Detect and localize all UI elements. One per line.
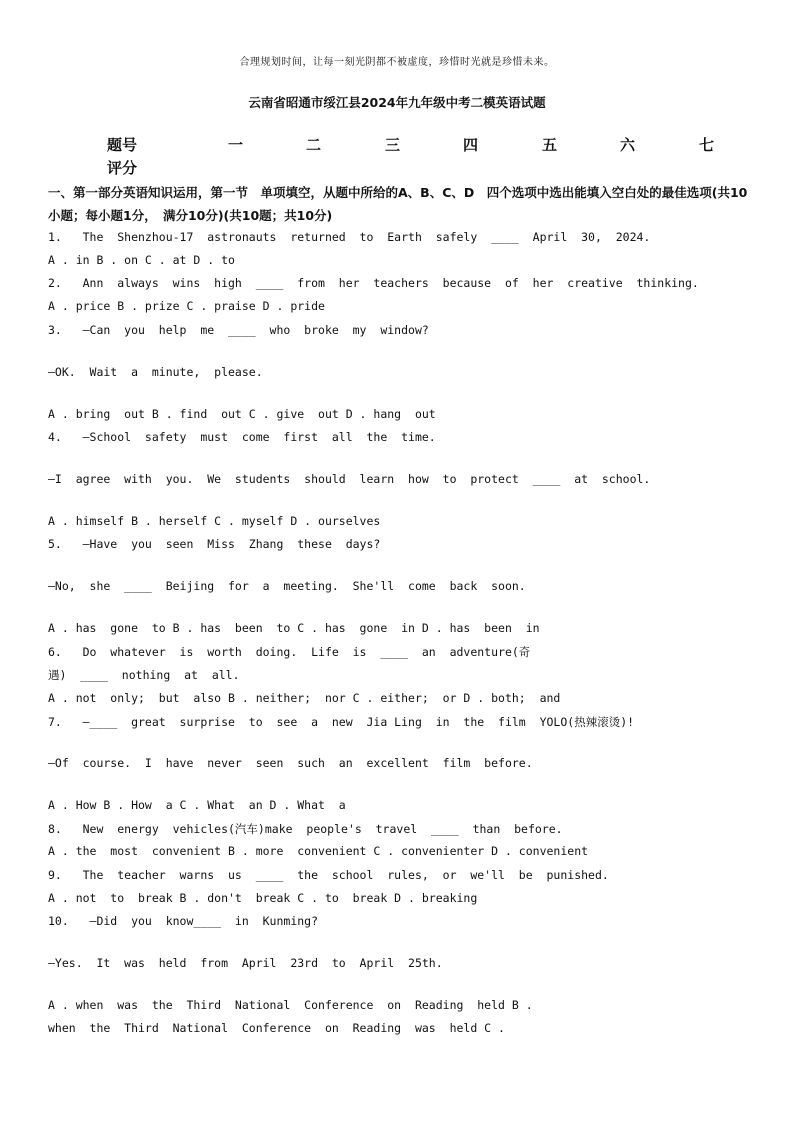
score-table-header bbox=[0, 134, 794, 154]
q1-stem: 1. The Shenzhou-17 astronauts returned to Earth safely ____ April 30, 2024. bbox=[48, 230, 651, 244]
score-col-7: 七 bbox=[699, 136, 715, 154]
score-col-5: 五 bbox=[542, 136, 558, 154]
q5-options: A . has gone to B . has been to C . has gone in D . has been in bbox=[48, 621, 540, 635]
q4-reply: —I agree with you. We students should learn how to protect ____ at school. bbox=[48, 472, 651, 486]
exam-title: 云南省昭通市绥江县2024年九年级中考二模英语试题 bbox=[248, 95, 546, 110]
q3-options: A . bring out B . find out C . give out D . hang out bbox=[48, 407, 436, 421]
q6-stem-cont: 遇) ____ nothing at all. bbox=[48, 668, 240, 682]
q4-stem: 4. —School safety must come first all the time. bbox=[48, 430, 436, 444]
q7-options: A . How B . How a C . What an D . What a bbox=[48, 798, 346, 812]
q5-stem: 5. —Have you seen Miss Zhang these days? bbox=[48, 537, 381, 551]
score-col-1: 一 bbox=[228, 136, 244, 154]
score-label-score: 评分 bbox=[107, 159, 138, 177]
q8-stem: 8. New energy vehicles(汽车)make people's travel ____ than before. bbox=[48, 822, 563, 836]
q1-options: A . in B . on C . at D . to bbox=[48, 253, 235, 267]
q3-reply: —OK. Wait a minute, please. bbox=[48, 365, 263, 379]
q7-stem: 7. —____ great surprise to see a new Jia Ling in the film YOLO(热辣滚烫)! bbox=[48, 715, 635, 729]
q10-reply: —Yes. It was held from April 23rd to April 25th. bbox=[48, 956, 443, 970]
q6-options: A . not only; but also B . neither; nor C . either; or D . both; and bbox=[48, 691, 561, 705]
q10-options: A . when was the Third National Conference on Reading held B . bbox=[48, 998, 533, 1012]
q2-stem: 2. Ann always wins high ____ from her teachers because of her creative thinking. bbox=[48, 276, 699, 290]
score-label-question: 题号 bbox=[107, 136, 138, 154]
q6-stem: 6. Do whatever is worth doing. Life is ____ an adventure(奇 bbox=[48, 645, 531, 659]
score-col-3: 三 bbox=[385, 136, 401, 154]
q9-options: A . not to break B . don't break C . to break D . breaking bbox=[48, 891, 478, 905]
q5-reply: —No, she ____ Beijing for a meeting. She'll come back soon. bbox=[48, 579, 526, 593]
q10-options-cont: when the Third National Conference on Reading was held C . bbox=[48, 1021, 505, 1035]
q7-reply: —Of course. I have never seen such an excellent film before. bbox=[48, 756, 533, 770]
score-col-2: 二 bbox=[306, 136, 322, 154]
q10-stem: 10. —Did you know____ in Kunming? bbox=[48, 914, 319, 928]
q4-options: A . himself B . herself C . myself D . ourselves bbox=[48, 514, 381, 528]
q9-stem: 9. The teacher warns us ____ the school rules, or we'll be punished. bbox=[48, 868, 609, 882]
score-col-6: 六 bbox=[620, 136, 636, 154]
header-motto: 合理规划时间，让每一刻光阴都不被虚度，珍惜时光就是珍惜未来。 bbox=[239, 57, 555, 68]
section-heading: 一、第一部分英语知识运用，第一节 单项填空，从题中所给的A、B、C、D 四个选项中选出能填入空白处的最佳选项(共10小题；每小题1分， 满分10分)(共10题；共10分) bbox=[48, 185, 748, 223]
score-col-4: 四 bbox=[463, 136, 479, 154]
q8-options: A . the most convenient B . more convenient C . convenienter D . convenient bbox=[48, 844, 589, 858]
q3-stem: 3. —Can you help me ____ who broke my window? bbox=[48, 323, 429, 337]
q2-options: A . price B . prize C . praise D . pride bbox=[48, 299, 325, 313]
